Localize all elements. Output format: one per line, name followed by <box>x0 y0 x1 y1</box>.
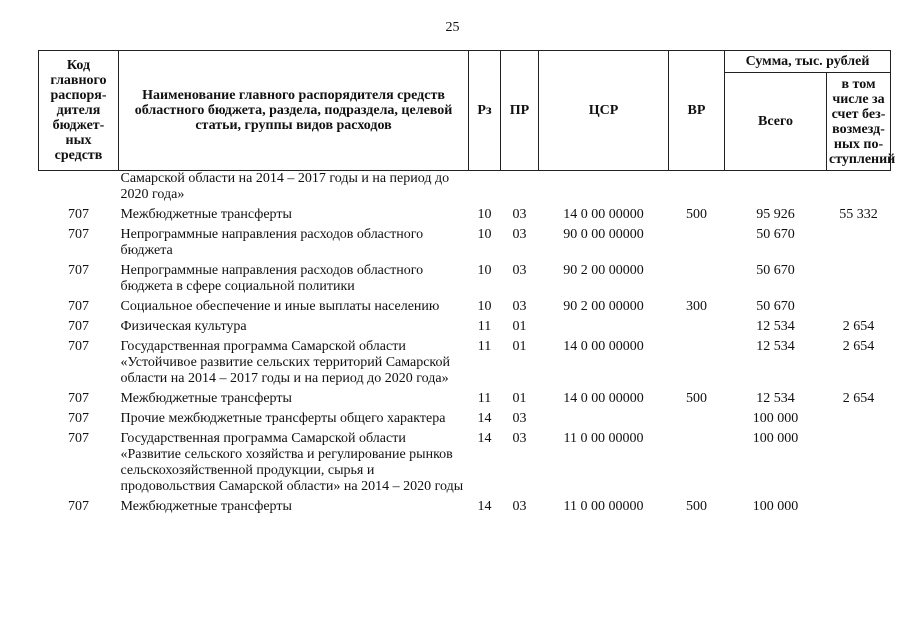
row-pr: 03 <box>512 299 527 314</box>
table-row <box>39 387 891 407</box>
row-csr: 11 0 00 00000 <box>563 431 644 446</box>
row-total <box>725 171 827 204</box>
row-code: 707 <box>68 319 89 334</box>
row-pr: 01 <box>512 319 527 334</box>
row-incl <box>827 407 891 427</box>
row-pr: 03 <box>512 207 527 222</box>
row-pr <box>501 171 539 204</box>
row-incl: 2 654 <box>842 339 875 354</box>
row-total: 12 534 <box>756 319 795 334</box>
row-code: 707 <box>68 227 89 242</box>
row-total: 100 000 <box>752 499 799 514</box>
row-name: Прочие межбюджетные трансферты общего характера <box>120 411 446 426</box>
row-code: 707 <box>68 299 89 314</box>
table-row <box>39 407 891 427</box>
row-name: Физическая культура <box>120 319 247 334</box>
header-csr: ЦСР <box>539 51 669 171</box>
row-pr: 01 <box>512 339 527 354</box>
row-vr <box>669 427 725 495</box>
row-csr: 90 2 00 00000 <box>563 299 644 314</box>
row-total: 100 000 <box>752 411 799 426</box>
row-vr: 500 <box>686 391 707 406</box>
row-pr: 03 <box>512 263 527 278</box>
row-code: 707 <box>68 207 89 222</box>
row-vr: 500 <box>686 499 707 514</box>
row-vr <box>669 335 725 387</box>
row-vr <box>669 171 725 204</box>
header-name: Наименование главного распорядителя средств областного бюджета, раздела, подраздела, целевой статьи, группы видов расходов <box>119 51 469 171</box>
row-rz: 10 <box>477 299 492 314</box>
row-pr: 03 <box>512 431 527 446</box>
table-body <box>39 171 891 516</box>
row-csr <box>539 171 669 204</box>
row-pr: 03 <box>512 411 527 426</box>
table-row <box>39 335 891 387</box>
row-incl <box>827 295 891 315</box>
row-code: 707 <box>68 411 89 426</box>
row-incl <box>827 223 891 259</box>
row-name: Непрограммные направления расходов областного бюджета в сфере социальной политики <box>120 263 424 294</box>
row-incl <box>827 171 891 204</box>
header-vr: ВР <box>669 51 725 171</box>
row-csr <box>539 315 669 335</box>
table-row <box>39 203 891 223</box>
row-pr: 01 <box>512 391 527 406</box>
row-vr: 300 <box>686 299 707 314</box>
row-total: 50 670 <box>756 299 795 314</box>
row-vr <box>669 315 725 335</box>
page-number: 25 <box>445 20 460 35</box>
row-name: Государственная программа Самарской области «Устойчивое развитие сельских территорий Самарской области на 2014 – 2017 годы и на период до 2020 года» <box>120 339 451 386</box>
row-name: Самарской области на 2014 – 2017 годы и на период до 2020 года» <box>120 171 450 202</box>
row-vr <box>669 223 725 259</box>
row-name: Межбюджетные трансферты <box>120 499 292 514</box>
table-row <box>39 495 891 515</box>
row-total: 95 926 <box>756 207 795 222</box>
row-pr: 03 <box>512 499 527 514</box>
row-incl: 2 654 <box>842 391 875 406</box>
table-row <box>39 171 891 204</box>
row-name: Межбюджетные трансферты <box>120 391 292 406</box>
row-name: Социальное обеспечение и иные выплаты населению <box>120 299 440 314</box>
header-code: Код главного распоря-дителя бюджет-ных средств <box>39 51 119 171</box>
row-total: 50 670 <box>756 263 795 278</box>
row-rz: 10 <box>477 263 492 278</box>
row-vr <box>669 407 725 427</box>
row-incl <box>827 495 891 515</box>
row-csr: 14 0 00 00000 <box>563 391 644 406</box>
header-total: Всего <box>725 73 827 171</box>
row-vr <box>669 259 725 295</box>
row-rz: 11 <box>477 319 492 334</box>
header-sum: Сумма, тыс. рублей <box>725 51 891 73</box>
row-total: 12 534 <box>756 391 795 406</box>
row-code <box>39 171 119 204</box>
table-row <box>39 223 891 259</box>
row-csr: 11 0 00 00000 <box>563 499 644 514</box>
row-pr: 03 <box>512 227 527 242</box>
table-row <box>39 295 891 315</box>
header-pr: ПР <box>501 51 539 171</box>
row-vr: 500 <box>686 207 707 222</box>
row-code: 707 <box>68 263 89 278</box>
row-rz: 14 <box>477 411 492 426</box>
row-incl: 2 654 <box>842 319 875 334</box>
row-rz: 14 <box>477 431 492 446</box>
row-incl <box>827 259 891 295</box>
row-csr: 90 2 00 00000 <box>563 263 644 278</box>
row-name: Непрограммные направления расходов областного бюджета <box>120 227 424 258</box>
row-csr: 14 0 00 00000 <box>563 339 644 354</box>
row-csr <box>539 407 669 427</box>
row-rz: 11 <box>477 391 492 406</box>
row-rz: 14 <box>477 499 492 514</box>
row-rz <box>469 171 501 204</box>
row-incl: 55 332 <box>839 207 878 222</box>
row-name: Межбюджетные трансферты <box>120 207 292 222</box>
table-row <box>39 427 891 495</box>
budget-table <box>38 50 896 515</box>
table-row <box>39 315 891 335</box>
row-code: 707 <box>68 339 89 354</box>
header-incl: в том числе за счет без-возмезд-ных по-ступлений <box>827 73 891 171</box>
row-name: Государственная программа Самарской области «Развитие сельского хозяйства и регулирование рынков сельскохозяйственной продукции, сырья и продовольствия Самарской области» на 2014 – 2020 годы <box>120 431 464 494</box>
row-rz: 11 <box>477 339 492 354</box>
row-total: 50 670 <box>756 227 795 242</box>
row-rz: 10 <box>477 227 492 242</box>
row-code: 707 <box>68 391 89 406</box>
row-total: 12 534 <box>756 339 795 354</box>
row-code: 707 <box>68 431 89 446</box>
table-header <box>39 51 896 171</box>
row-code: 707 <box>68 499 89 514</box>
row-total: 100 000 <box>752 431 799 446</box>
row-incl <box>827 427 891 495</box>
row-csr: 90 0 00 00000 <box>563 227 644 242</box>
header-rz: Рз <box>469 51 501 171</box>
table-row <box>39 259 891 295</box>
row-rz: 10 <box>477 207 492 222</box>
row-csr: 14 0 00 00000 <box>563 207 644 222</box>
